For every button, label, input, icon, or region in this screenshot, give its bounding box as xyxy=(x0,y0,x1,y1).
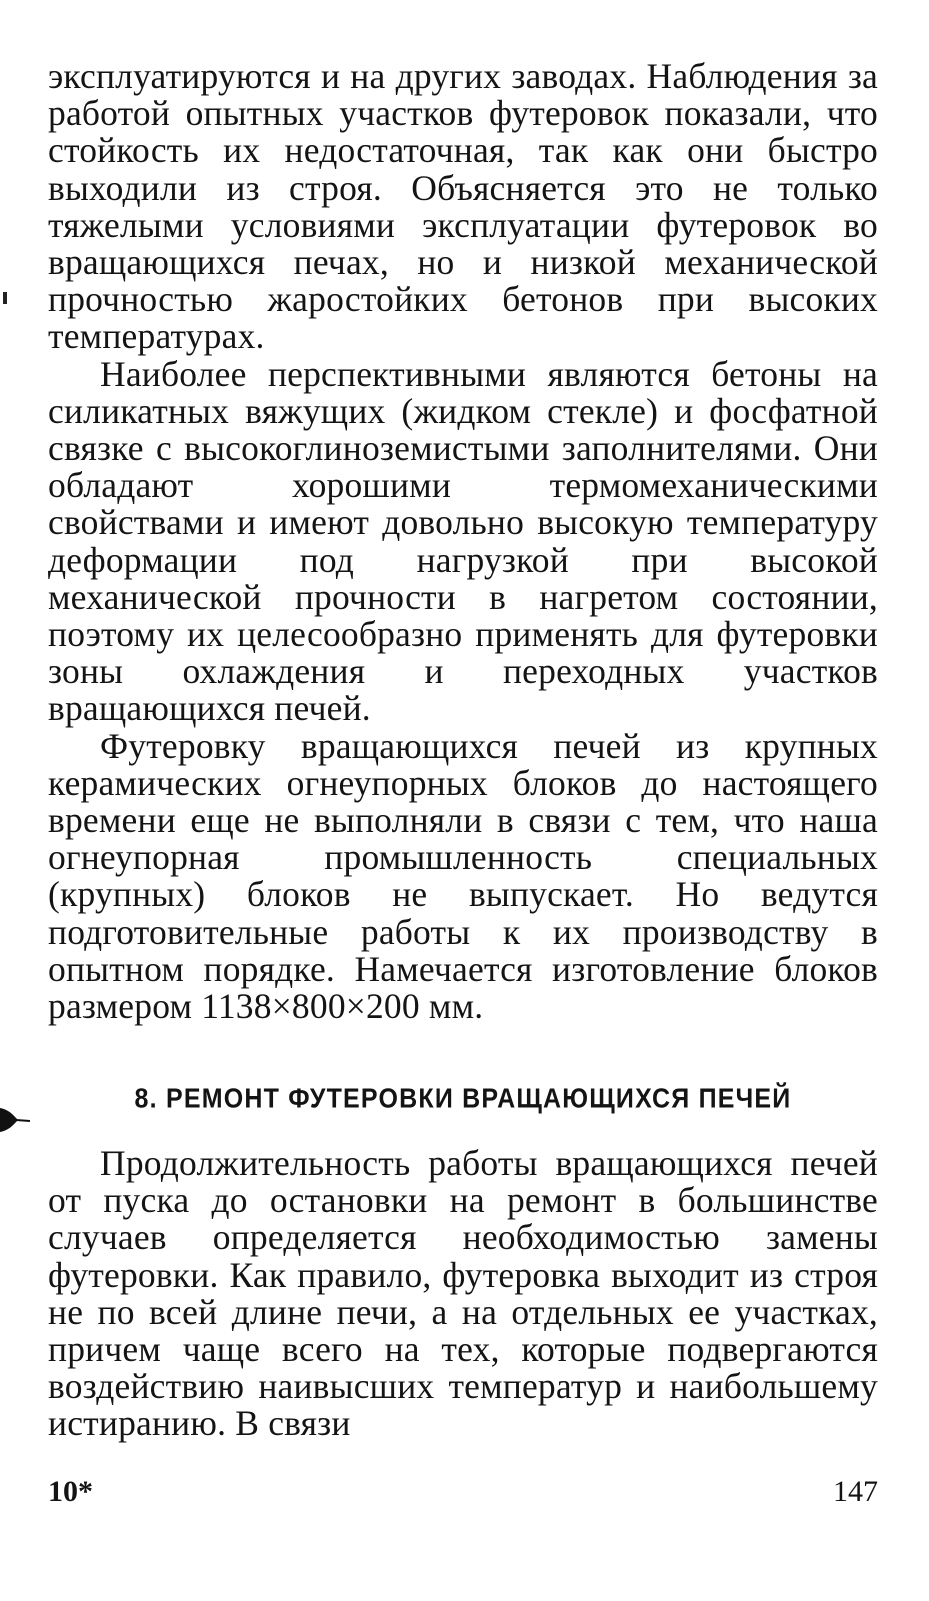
margin-speck xyxy=(3,292,7,304)
signature-mark: 10* xyxy=(48,1475,93,1508)
margin-pointer-icon xyxy=(0,1100,30,1140)
paragraph-concretes: Наиболее перспективными являются бетоны на силикатных вяжущих (жидком стекле) и фосфатной связке с высокоглиноземистыми заполнителями. Они обладают хорошими термомеханическими свойствами и имеют довольно высокую температуру деформации под нагрузкой при высокой механической прочности в нагретом состоянии, поэтому их целесообразно применять для футеровки зоны охлаждения и переходных участков вращающихся печей. xyxy=(48,353,878,729)
paragraph-continued: эксплуатируются и на других заводах. Наблюдения за работой опытных участков футеровок показали, что стойкость их недостаточная, так как они быстро выходили из строя. Объясняется это не только тяжелыми условиями эксплуатации футеровок во вращающихся печах, но и низкой механической прочностью жаростойких бетонов при высоких температурах. xyxy=(48,56,878,357)
body-text-bottom xyxy=(48,1145,878,1443)
paragraph-repair: Продолжительность работы вращающихся печей от пуска до остановки на ремонт в большинстве случаев определяется необходимостью замены футеровки. Как правило, футеровка выходит из строя не по всей длине печи, а на отдельных ее участках, причем чаще всего на тех, которые подвергаются воздействию наивысших температур и наибольшему истиранию. В связи xyxy=(48,1143,878,1444)
section-heading: 8. РЕМОНТ ФУТЕРОВКИ ВРАЩАЮЩИХСЯ ПЕЧЕЙ xyxy=(134,1083,792,1115)
page-number: 147 xyxy=(833,1475,878,1508)
body-text-top xyxy=(48,58,878,1025)
paragraph-ceramic-blocks: Футеровку вращающихся печей из крупных керамических огнеупорных блоков до настоящего времени еще не выполняли в связи с тем, что наша огнеупорная промышленность специальных (крупных) блоков не выпускает. Но ведутся подготовительные работы к их производству в опытном порядке. Намечается изготовление блоков размером 1138×800×200 мм. xyxy=(48,725,878,1027)
